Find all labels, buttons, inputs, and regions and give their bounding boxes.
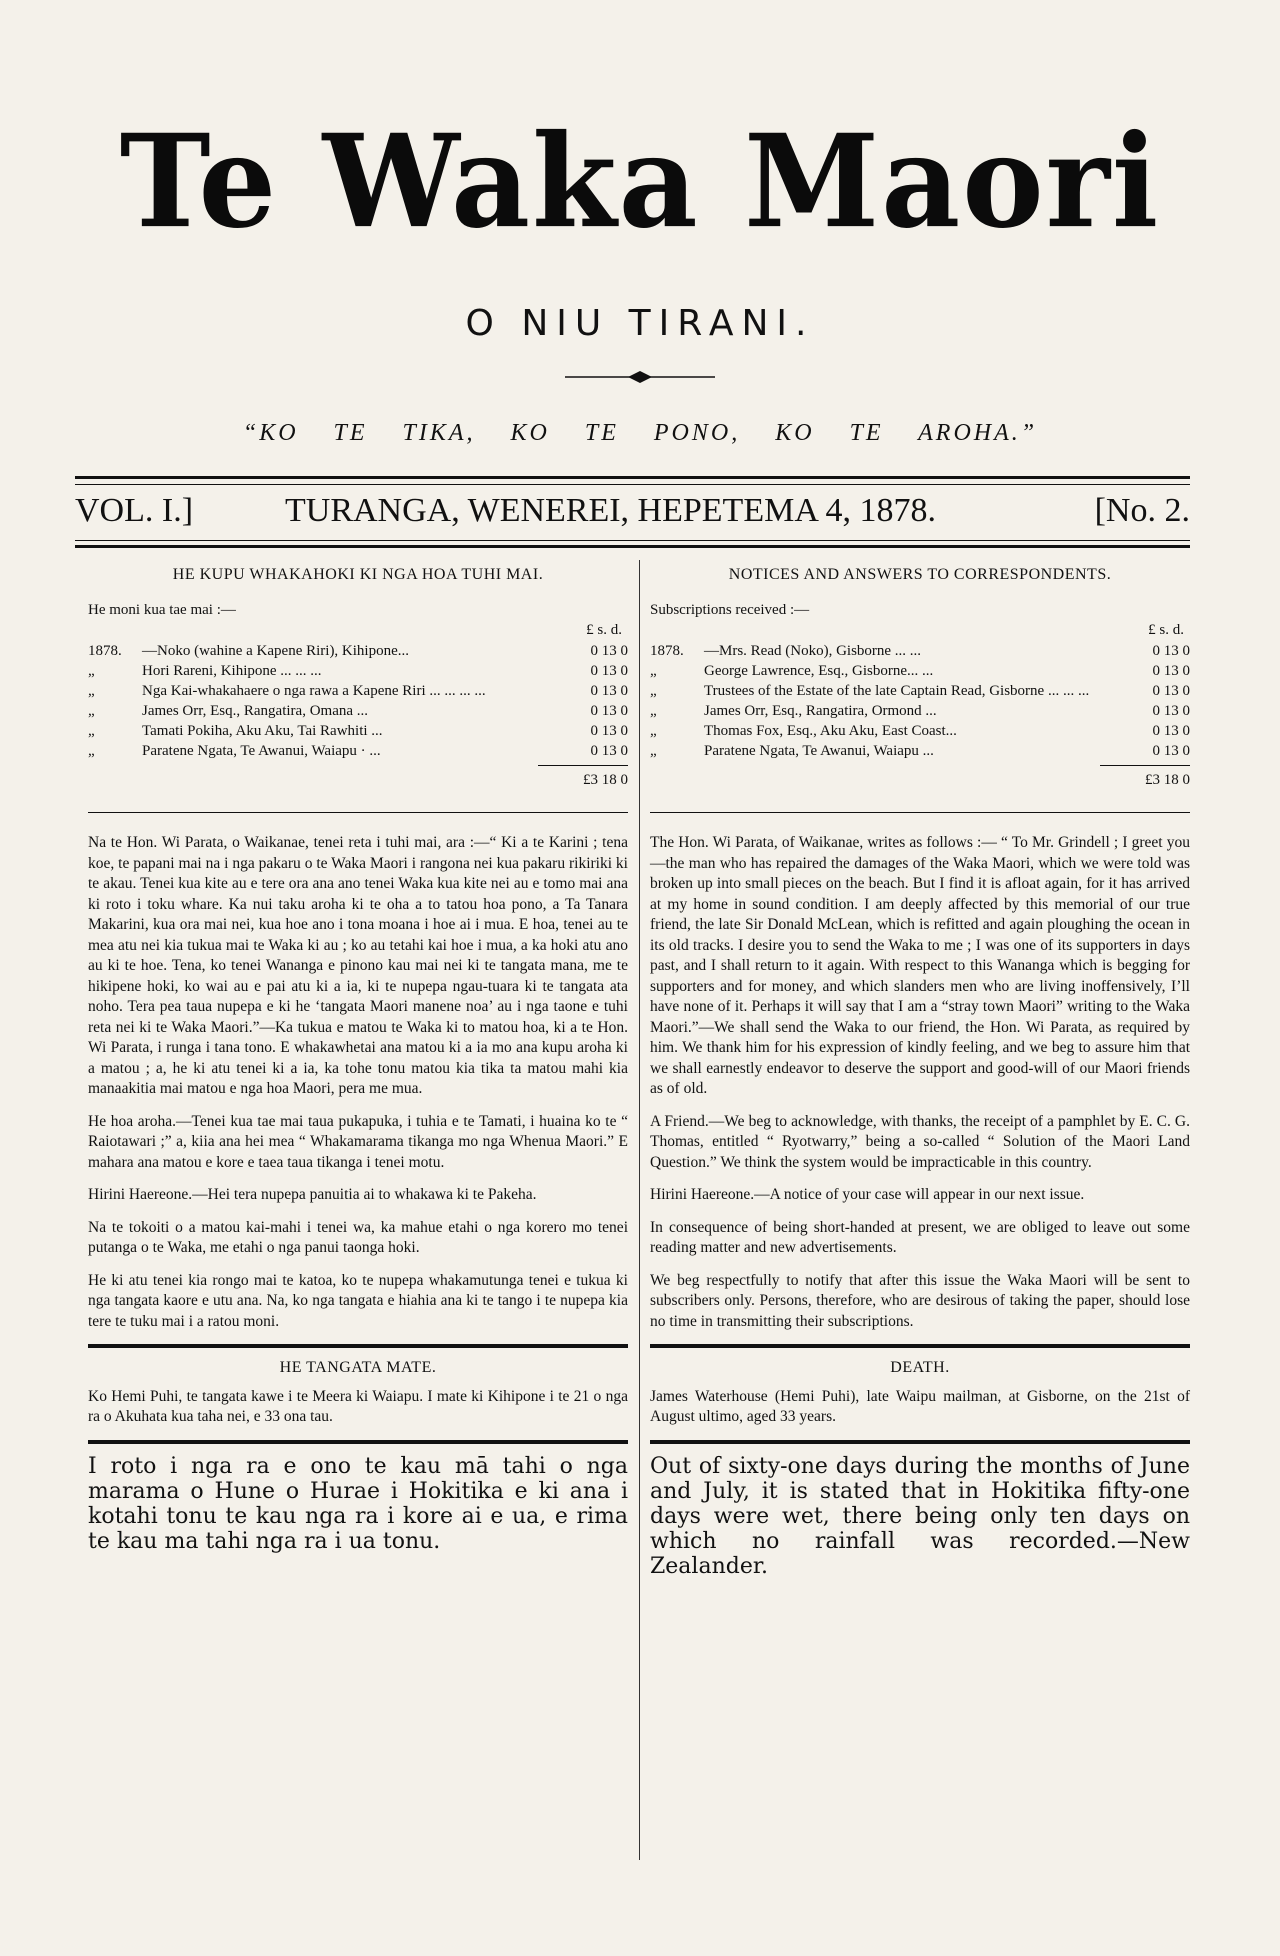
left-death-heading: HE TANGATA MATE. <box>279 1359 437 1376</box>
top-rule <box>75 476 1190 479</box>
table-row: „ Tamati Pokiha, Aku Aku, Tai Rawhiti ... 0 13 0 <box>88 722 628 739</box>
left-paragraph-notice: He ki atu tenei kia rongo mai te katoa, ko te nupepa whakamutunga tenei e tukua ki nga tangata kaore e utu ana. Na, ko nga tangata e hiahia ana ki te tango i te nupepa kia tere te tuku mai i a ratou moni. <box>88 1271 628 1330</box>
place-date: TURANGA, WENEREI, HEPETEMA 4, 1878. <box>285 492 936 529</box>
volume-label: VOL. I.] <box>75 492 194 529</box>
left-paragraph-kaimahi: Na te tokoiti o a matou kai-mahi i tenei wa, ka mahue etahi o nga korero mo tenei putanga o te Waka, me etahi o nga panui taonga hoki. <box>88 1218 628 1256</box>
table-row: „ Trustees of the Estate of the late Captain Read, Gisborne ... ... ... 0 13 0 <box>650 682 1190 699</box>
left-intro: He moni kua tae mai :— <box>88 601 236 618</box>
table-row: „ James Orr, Esq., Rangatira, Ormond ... 0 13 0 <box>650 702 1190 719</box>
table-row: „ George Lawrence, Esq., Gisborne... ... 0 13 0 <box>650 662 1190 679</box>
masthead-title: Te Waka Maori <box>119 105 1161 257</box>
mid-rule <box>75 545 1190 548</box>
right-rain-notice: Out of sixty-one days during the months of June and July, it is stated that in Hokitika fifty-one days were wet, there being only ten days on which no rainfall was recorded.—New Zealander. <box>650 1453 1190 1579</box>
table-row: „ Nga Kai-whakahaere o nga rawa a Kapene Riri ... ... ... ... 0 13 0 <box>88 682 628 699</box>
left-death-text: Ko Hemi Puhi, te tangata kawe i te Meera ki Waiapu. I mate ki Kihipone i te 21 o nga ra o Akuhata kua taha nei, e 33 ona tau. <box>88 1387 628 1425</box>
right-death-heading: DEATH. <box>890 1359 950 1376</box>
left-total: £3 18 0 <box>583 771 628 788</box>
table-row: „ Paratene Ngata, Te Awanui, Waiapu ... 0 13 0 <box>650 742 1190 759</box>
issue-line <box>75 492 1190 540</box>
masthead-subtitle: O NIU TIRANI. <box>465 303 815 344</box>
table-row: 1878. —Noko (wahine a Kapene Riri), Kihipone... 0 13 0 <box>88 642 628 659</box>
right-total: £3 18 0 <box>1145 771 1190 788</box>
right-paragraph-notice: We beg respectfully to notify that after this issue the Waka Maori will be sent to subscribers only. Persons, therefore, who are desirous of taking the paper, should lose no time in transmitting their subscriptions. <box>650 1271 1190 1330</box>
left-column <box>88 565 628 1566</box>
left-subscriptions-table <box>88 641 628 761</box>
ornament-divider <box>565 370 715 384</box>
table-row: „ Paratene Ngata, Te Awanui, Waiapu · ... 0 13 0 <box>88 742 628 759</box>
left-heading: HE KUPU WHAKAHOKI KI NGA HOA TUHI MAI. <box>172 566 544 583</box>
left-rain-notice: I roto i nga ra e ono te kau mā tahi o nga marama o Hune o Hurae i Hokitika e ki ana i kotahi tonu te kau nga ra i kore ai e ua, e rima te kau ma tahi nga ra i ua tonu. <box>88 1453 628 1554</box>
mid-rule-thin <box>75 540 1190 541</box>
left-paragraph-hirini: Hirini Haereone.—Hei tera nupepa panuitia ai to whakawa ki te Pakeha. <box>88 1186 537 1203</box>
right-intro: Subscriptions received :— <box>650 601 810 618</box>
table-row: 1878. —Mrs. Read (Noko), Gisborne ... ... 0 13 0 <box>650 642 1190 659</box>
right-paragraph-friend: A Friend.—We beg to acknowledge, with thanks, the receipt of a pamphlet by E. C. G. Thomas, entitled “ Ryotwarry,” being a so-called “ Solution of the Maori Land Question.” We think the system would be impracticable in this country. <box>650 1112 1190 1171</box>
right-paragraph-parata: The Hon. Wi Parata, of Waikanae, writes as follows :— “ To Mr. Grindell ; I greet you—the man who has repaired the damages of the Waka Maori, which we were told was broken up into small pieces on the beach. But I find it is afloat again, for it has arrived at my home in sound condition. I am deeply affected by this memorial of our true friend, the late Sir Donald McLean, which is refitted and again ploughing the ocean in its old tracks. I desire you to send the Waka to me ; I was one of its supporters in days past, and I shall return to it again. With respect to this Wananga which is begging for supporters and for money, and which slanders men who are living inoffensively, I’ll have none of it. Perhaps it will say that I am a “stray town Maori” writing to the Waka Maori.”—We shall send the Waka to our friend, the Hon. Wi Parata, as required by him. We thank him for his expression of kindly feeling, and we beg to assure him that we shall earnestly endeavor to deserve the support and good-will of our Maori friends as of old. <box>650 834 1190 1097</box>
right-death-text: James Waterhouse (Hemi Puhi), late Waipu mailman, at Gisborne, on the 21st of August ultimo, aged 33 years. <box>650 1387 1190 1425</box>
column-divider <box>639 560 640 1860</box>
table-row: „ James Orr, Esq., Rangatira, Omana ... 0 13 0 <box>88 702 628 719</box>
right-currency: £ s. d. <box>1148 622 1184 638</box>
right-paragraph-hirini: Hirini Haereone.—A notice of your case will appear in our next issue. <box>650 1186 1085 1203</box>
left-currency: £ s. d. <box>586 622 622 638</box>
issue-number: [No. 2. <box>1094 492 1190 529</box>
top-rule-thin <box>75 484 1190 485</box>
left-paragraph-hoa-aroha: He hoa aroha.—Tenei kua tae mai taua pukapuka, i tuhia e te Tamati, i huaina ko te “ Raiotawari ;” a, kiia ana hei mea “ Whakamarama tikanga mo nga Whenua Maori.” E mahara ana matou e kore e taea taua tikanga i tenei motu. <box>88 1112 628 1171</box>
right-paragraph-shorthanded: In consequence of being short-handed at present, we are obliged to leave out some reading matter and new advertisements. <box>650 1218 1190 1256</box>
right-subscriptions-table <box>650 641 1190 761</box>
right-heading: NOTICES AND ANSWERS TO CORRESPONDENTS. <box>728 566 1112 583</box>
right-column <box>650 565 1190 1591</box>
table-row: „ Thomas Fox, Esq., Aku Aku, East Coast... 0 13 0 <box>650 722 1190 739</box>
left-paragraph-parata: Na te Hon. Wi Parata, o Waikanae, tenei reta i tuhi mai, ara :—“ Ki a te Karini ; tena koe, te papani mai na i nga pakaru o te Waka Maori i rangona nei kua pakaru rikiriki ki te akau. Tenei kua kite au e tere ora ana ano tenei Waka kua kite nei au e tomo mai ana ki roto i toku whare. Ka nui taku aroha ki te oha a to tatou hoa pono, a Ta Tanara Makarini, kua ora mai nei, kua hoe ano i tona moana i hoe ai i mua. E hoa, tenei au te mea atu nei kia tukua mai te Waka ki au ; ko au tetahi kai hoe i mua, a ka hoki atu ano au ki te hoe. Tena, ko tenei Wananga e pinono kau mai nei ki te tangata mana, me te hikipene hoki, ko wai au e pai atu ki a ia, ki te nupepa ngau-tuara ki te tangata ata noho. Tera pea taua nupepa e ki he ‘tangata Maori manene noa’ au i nga taone e tuhi reta nei ki te Waka Maori.”—Ka tukua e matou te Waka ki to matou hoa, ki a te Hon. Wi Parata, i runga i tana tono. E whakawhetai ana matou ki a ia mo ana kupu aroha ki a matou ; a, he ki atu tenei ki a ia, ka tohe tonu matou kia tika ta matou mahi kia manaakitia mai matou e nga hoa Maori, pera me mua. <box>88 834 628 1097</box>
motto: “KO TE TIKA, KO TE PONO, KO TE AROHA.” <box>242 420 1038 446</box>
table-row: „ Hori Rareni, Kihipone ... ... ... 0 13 0 <box>88 662 628 679</box>
